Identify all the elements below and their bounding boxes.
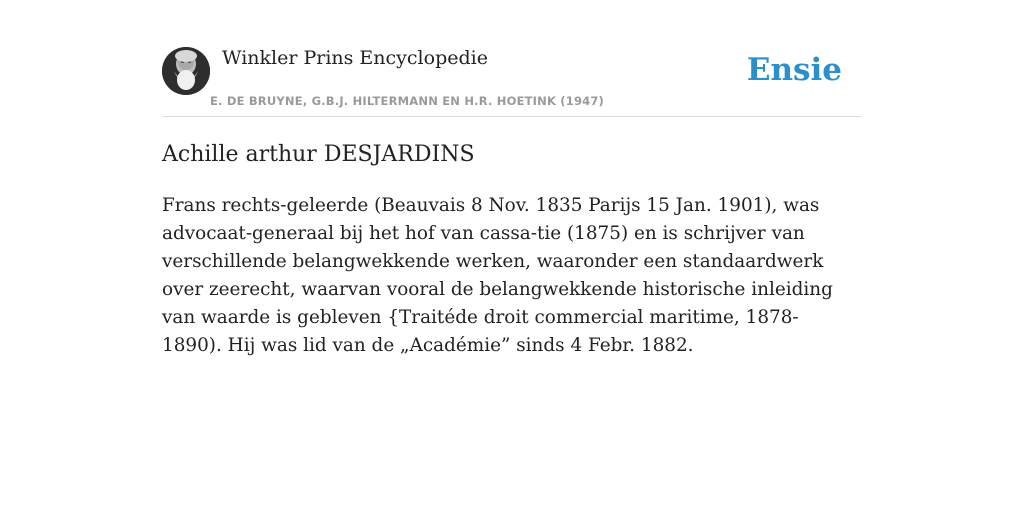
publication-authors: E. DE BRUYNE, G.B.J. HILTERMANN EN H.R. HOETINK (1947): [210, 94, 605, 108]
portrait-avatar-icon[interactable]: [162, 47, 210, 95]
publication-title[interactable]: Winkler Prins Encyclopedie: [222, 47, 488, 69]
ensie-logo-link[interactable]: Ensie: [746, 52, 842, 88]
article-body: Frans rechts-geleerde (Beauvais 8 Nov. 1835 Parijs 15 Jan. 1901), was advocaat-generaal bij het hof van cassa-tie (1875) en is schrijver van verschillende belangwekkende werken, waaronder een standaardwerk over zeerecht, waarvan vooral de belangwekkende historische inleiding van waarde is gebleven {Traitéde droit commercial maritime, 1878-1890). Hij was lid van de „Académie” sinds 4 Febr. 1882.: [162, 195, 833, 356]
article-title: Achille arthur DESJARDINS: [162, 142, 475, 167]
publication-header: [162, 0, 862, 117]
